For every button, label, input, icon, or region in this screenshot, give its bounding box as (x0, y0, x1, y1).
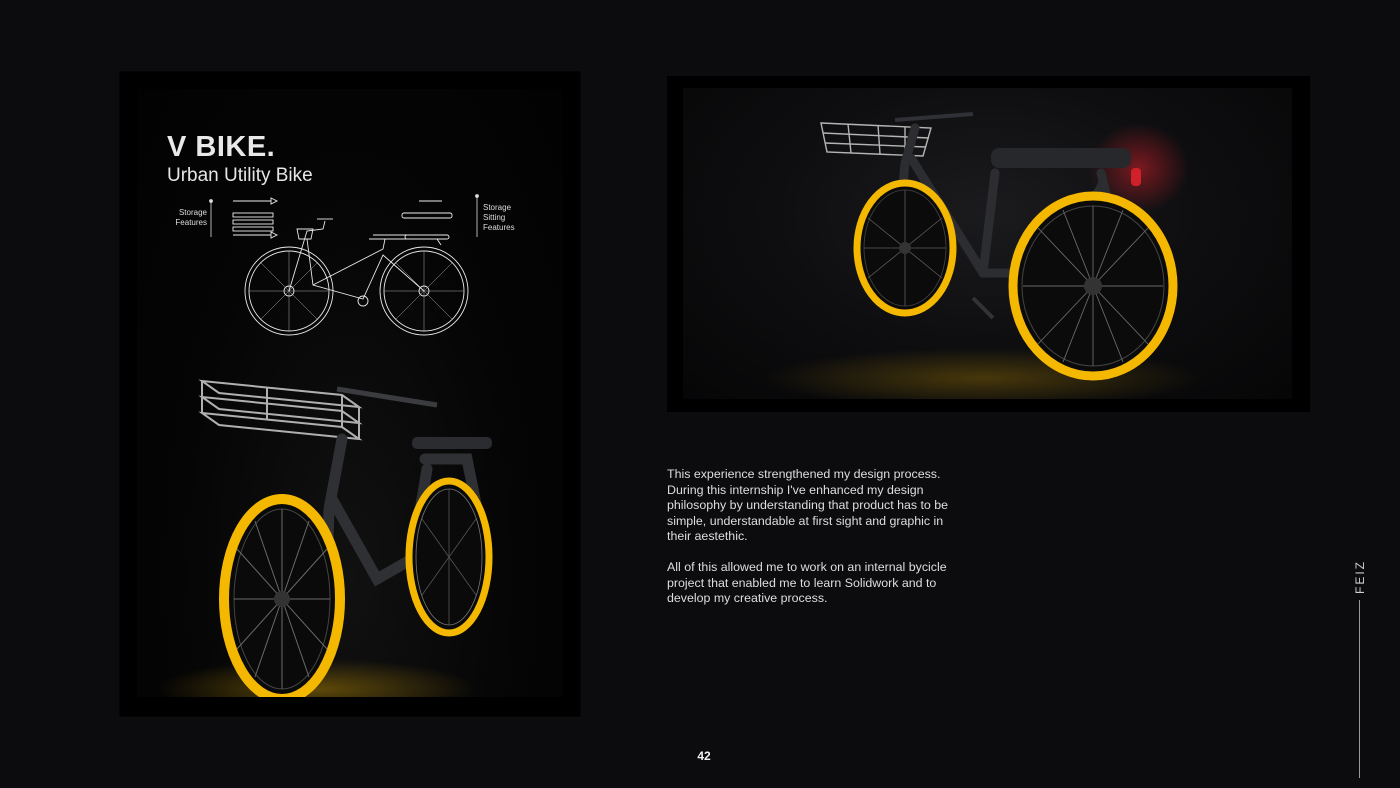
bike-render-photo (683, 88, 1292, 399)
storage-sitting-features-label: Storage Sitting Features (483, 203, 515, 232)
front-basket (202, 381, 359, 439)
poster-frame (120, 72, 580, 716)
body-text (667, 467, 957, 622)
page-number: 42 (697, 749, 711, 763)
rendered-bike-side-view (683, 88, 1292, 399)
brand-name: FEIZ (1353, 560, 1367, 594)
bike-poster (137, 89, 563, 697)
brand-divider-line (1359, 600, 1360, 778)
rear-wheel (1013, 196, 1173, 376)
poster-title: V BIKE. (167, 131, 276, 163)
storage-features-label: Storage Features (175, 208, 207, 227)
poster-subtitle: Urban Utility Bike (167, 165, 313, 186)
body-paragraph-2: All of this allowed me to work on an internal bycicle project that enabled me to learn Solidwork and to develop my creative process. (667, 560, 947, 605)
rear-wheel (409, 481, 489, 633)
body-paragraph-1: This experience strengthened my design process. During this internship I've enhanced my design philosophy by understanding that product has to be simple, understandable at first sight and graphic in their aestethic. (667, 467, 949, 543)
rendered-bike-front-view (137, 89, 563, 697)
front-wheel (224, 499, 340, 697)
photo-frame (667, 76, 1310, 412)
front-wheel (857, 183, 953, 313)
